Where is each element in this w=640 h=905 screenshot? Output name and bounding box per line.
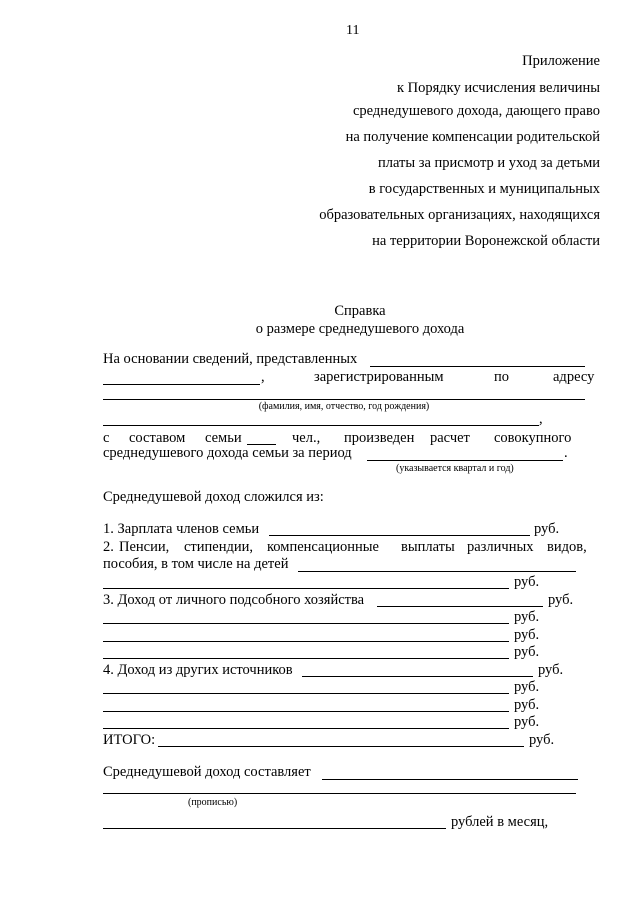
item-household: 3. Доход от личного подсобного хозяйства <box>103 592 365 608</box>
period-label: среднедушевого дохода семьи за период <box>103 445 352 461</box>
family-word: совокупного <box>494 430 572 446</box>
currency-label: руб. <box>514 609 540 625</box>
page-number: 11 <box>346 23 360 38</box>
basis-label: На основании сведений, представленных <box>103 351 358 367</box>
currency-label: руб. <box>548 592 574 608</box>
registered-word: зарегистрированным <box>314 369 444 385</box>
item2-word: видов, <box>547 539 587 555</box>
composed-heading: Среднедушевой доход сложился из: <box>103 489 324 505</box>
item2-word: Пенсии, <box>119 539 170 555</box>
total-label: ИТОГО: <box>103 732 156 748</box>
family-word: с <box>103 430 110 446</box>
currency-label: руб. <box>538 662 564 678</box>
comma: , <box>261 369 265 385</box>
address-field-line-2[interactable] <box>103 425 539 426</box>
appendix-line: Приложение <box>522 53 600 69</box>
currency-label: руб. <box>514 679 540 695</box>
avg-income-words-line[interactable] <box>103 793 576 794</box>
household-extra-line[interactable] <box>103 658 509 659</box>
family-word: чел., <box>292 430 321 446</box>
avg-income-words-line-2[interactable] <box>103 828 446 829</box>
period-dot: . <box>564 445 568 461</box>
currency-label: руб. <box>514 697 540 713</box>
appendix-line: среднедушевого дохода, дающего право <box>352 103 600 119</box>
salary-field-line[interactable] <box>269 535 530 536</box>
pensions-field-line[interactable] <box>298 571 576 572</box>
period-field-line[interactable] <box>367 460 563 461</box>
avg-income-label: Среднедушевой доход составляет <box>103 764 311 780</box>
currency-label: руб. <box>514 574 540 590</box>
other-extra-line[interactable] <box>103 728 509 729</box>
total-field-line[interactable] <box>158 746 524 747</box>
pensions-field-line-2[interactable] <box>103 588 509 589</box>
document-title: Справка <box>334 303 386 319</box>
family-word: семьи <box>205 430 242 446</box>
appendix-line: на территории Воронежской области <box>372 233 600 249</box>
source-field-line[interactable] <box>370 366 585 367</box>
currency-label: руб. <box>514 627 540 643</box>
item-other-sources: 4. Доход из других источников <box>103 662 293 678</box>
appendix-line: образовательных организациях, находящихся <box>319 207 600 223</box>
avg-income-field-line[interactable] <box>322 779 578 780</box>
per-month-label: рублей в месяц, <box>451 814 549 830</box>
item2-word: 2. <box>103 539 114 555</box>
comma: , <box>539 411 543 427</box>
item2-line2: пособия, в том числе на детей <box>103 556 289 572</box>
household-field-line[interactable] <box>377 606 543 607</box>
currency-label: руб. <box>514 714 540 730</box>
appendix-line: платы за присмотр и уход за детьми <box>377 155 600 171</box>
registered-word: по <box>494 369 510 385</box>
household-extra-line[interactable] <box>103 641 509 642</box>
applicant-field-line[interactable] <box>103 384 260 385</box>
item2-word: стипендии, <box>184 539 254 555</box>
other-sources-field-line[interactable] <box>302 676 533 677</box>
appendix-line: в государственных и муниципальных <box>368 181 600 197</box>
family-word: расчет <box>430 430 470 446</box>
household-extra-line[interactable] <box>103 623 509 624</box>
fio-hint: (фамилия, имя, отчество, год рождения) <box>258 401 430 412</box>
currency-label: руб. <box>529 732 555 748</box>
period-hint: (указывается квартал и год) <box>396 463 514 474</box>
appendix-line: на получение компенсации родительской <box>345 129 600 145</box>
item2-word: выплаты <box>401 539 455 555</box>
item-salary: 1. Зарплата членов семьи <box>103 521 260 537</box>
family-word: произведен <box>344 430 415 446</box>
registered-word: адресу <box>553 369 595 385</box>
currency-label: руб. <box>514 644 540 660</box>
document-subtitle: о размере среднедушевого дохода <box>255 321 465 337</box>
other-extra-line[interactable] <box>103 693 509 694</box>
address-field-line[interactable] <box>103 399 585 400</box>
currency-label: руб. <box>534 521 560 537</box>
other-extra-line[interactable] <box>103 711 509 712</box>
words-hint: (прописью) <box>188 797 238 808</box>
family-word: составом <box>129 430 186 446</box>
item2-word: различных <box>467 539 534 555</box>
appendix-line: к Порядку исчисления величины <box>396 80 600 96</box>
item2-word: компенсационные <box>267 539 379 555</box>
